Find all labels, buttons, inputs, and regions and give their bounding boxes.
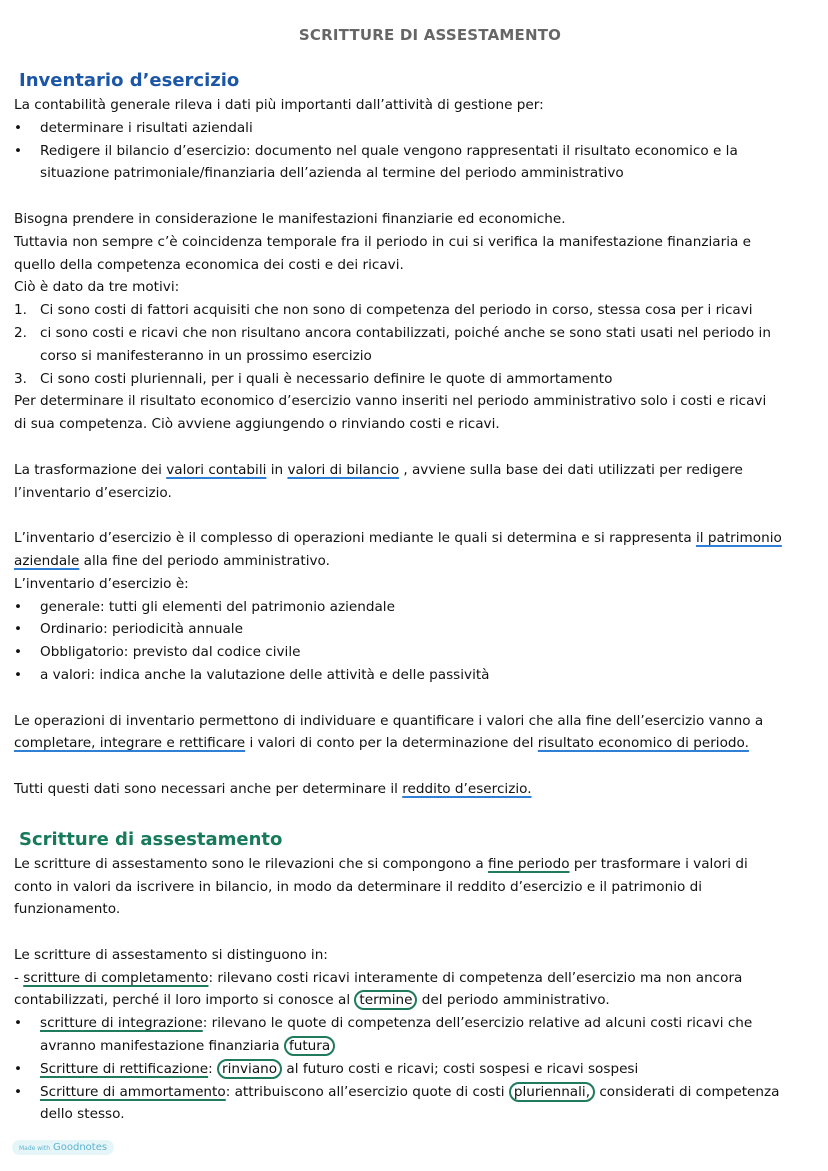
underlined-text: il patrimonio <box>696 530 782 547</box>
underlined-text: valori di bilancio <box>287 461 400 478</box>
page-title: SCRITTURE DI ASSESTAMENTO <box>298 26 562 44</box>
text-segment: Le scritture di assestamento sono le rilevazioni che si compongono a <box>14 855 489 872</box>
text-segment: del periodo amministrativo. <box>417 992 610 1009</box>
text-segment: funzionamento. <box>14 901 121 918</box>
text-line <box>14 162 824 185</box>
text-line <box>14 778 824 801</box>
text-line <box>14 550 824 573</box>
section-heading: Inventario d’esercizio <box>19 70 240 91</box>
bullet-marker: • <box>14 1015 23 1032</box>
text-segment: corso si manifesteranno in un prossimo esercizio <box>40 347 372 364</box>
list-item <box>14 1012 824 1035</box>
text-segment: Ciò è dato da tre motivi: <box>14 279 180 296</box>
text-segment: per trasformare i valori di <box>569 855 748 872</box>
text-segment: : rilevano costi ricavi interamente di competenza dell’esercizio ma non ancora <box>208 969 743 986</box>
list-item <box>14 596 824 619</box>
underlined-text: Scritture di rettificazione <box>40 1060 209 1077</box>
text-segment: Ci sono costi di fattori acquisiti che non sono di competenza del periodo in corso, stessa cosa per i ricavi <box>40 302 753 319</box>
text-segment: Obbligatorio: previsto dal codice civile <box>40 644 301 661</box>
underlined-text: scritture di completamento <box>23 969 209 986</box>
number-marker: 3. <box>14 370 27 387</box>
text-line <box>14 482 824 505</box>
underlined-text: scritture di integrazione <box>40 1015 203 1032</box>
text-segment: considerati di competenza <box>595 1083 780 1100</box>
text-segment: L’inventario d’esercizio è il complesso di operazioni mediante le quali si determina e si rappresenta <box>14 530 697 547</box>
text-segment: Redigere il bilancio d’esercizio: documento nel quale vengono rappresentati il risultato economico e la <box>40 142 738 159</box>
text-segment: ci sono costi e ricavi che non risultano ancora contabilizzati, poiché anche se sono stati usati nel periodo in <box>40 324 771 341</box>
document-body <box>14 68 824 1126</box>
text-segment: situazione patrimoniale/finanziaria dell’azienda al termine del periodo amministrativo <box>40 165 624 182</box>
text-segment: Tuttavia non sempre c’è coincidenza temporale fra il periodo in cui si verifica la manifestazione finanziaria e <box>14 233 751 250</box>
bullet-marker: • <box>14 1083 23 1100</box>
text-line <box>14 345 824 368</box>
text-line <box>14 898 824 921</box>
text-segment: determinare i risultati aziendali <box>40 119 253 136</box>
text-segment: Tutti questi dati sono necessari anche per determinare il <box>14 780 403 797</box>
list-item <box>14 1081 824 1104</box>
paragraph <box>14 778 824 801</box>
text-segment: Bisogna prendere in considerazione le manifestazioni finanziarie ed economiche. <box>14 210 566 227</box>
list-item <box>14 322 824 345</box>
text-segment: quello della competenza economica dei costi e dei ricavi. <box>14 256 404 273</box>
text-line <box>14 1035 824 1058</box>
text-segment: Per determinare il risultato economico d’esercizio vanno inseriti nel periodo amministrativo solo i costi e ricavi <box>14 393 767 410</box>
text-segment: - <box>14 969 24 986</box>
text-segment: dello stesso. <box>40 1106 125 1123</box>
text-segment: La contabilità generale rileva i dati più importanti dall’attività di gestione per: <box>14 97 544 113</box>
text-segment: , avviene sulla base dei dati utilizzati per redigere <box>399 461 743 478</box>
underlined-text: risultato economico di periodo. <box>537 735 749 752</box>
list-item <box>14 641 824 664</box>
text-line <box>14 254 824 277</box>
paragraph <box>14 208 824 436</box>
badge-brand: Goodnotes <box>53 1142 108 1153</box>
text-segment: : <box>208 1060 218 1077</box>
text-segment: di sua competenza. Ciò avviene aggiungendo o rinviando costi e ricavi. <box>14 416 500 433</box>
list-item <box>14 1058 824 1081</box>
badge-prefix: Made with <box>19 1145 50 1152</box>
text-line <box>14 527 824 550</box>
underlined-text: completare, integrare e rettificare <box>14 735 246 752</box>
text-segment: l’inventario d’esercizio. <box>14 484 172 501</box>
underlined-text: aziendale <box>14 552 80 569</box>
bullet-marker: • <box>14 666 23 683</box>
text-line <box>14 732 824 755</box>
text-segment: al futuro costi e ricavi; costi sospesi e ricavi sospesi <box>282 1060 639 1077</box>
list-item <box>14 117 824 140</box>
paragraph <box>14 710 824 756</box>
text-line <box>14 1103 824 1126</box>
text-line <box>14 94 824 117</box>
bullet-marker: • <box>14 142 23 159</box>
text-segment: conto in valori da iscrivere in bilancio, in modo da determinare il reddito d’esercizio e il patrimonio di <box>14 878 703 895</box>
list-item <box>14 618 824 641</box>
text-line <box>14 390 824 413</box>
section <box>14 827 824 1127</box>
text-segment: : rilevano le quote di competenza dell’esercizio relative ad alcuni costi ricavi che <box>202 1015 753 1032</box>
text-line <box>14 276 824 299</box>
circled-text: termine <box>354 990 417 1010</box>
paragraph <box>14 944 824 1126</box>
underlined-text: fine periodo <box>488 855 570 872</box>
section <box>14 68 824 801</box>
text-segment: avranno manifestazione finanziaria <box>40 1038 284 1055</box>
text-line <box>14 967 824 990</box>
text-segment: : attribuiscono all’esercizio quote di costi <box>225 1083 509 1100</box>
text-line <box>14 876 824 899</box>
underlined-text: valori contabili <box>166 461 267 478</box>
text-segment: Le scritture di assestamento si distinguono in: <box>14 946 328 963</box>
text-segment: Le operazioni di inventario permettono di individuare e quantificare i valori che alla fine dell’esercizio vanno a <box>14 712 764 729</box>
text-segment: Ordinario: periodicità annuale <box>40 621 243 638</box>
text-segment: La trasformazione dei <box>14 461 167 478</box>
text-segment: i valori di conto per la determinazione del <box>245 735 538 752</box>
goodnotes-badge[interactable] <box>12 1140 114 1155</box>
list-item <box>14 140 824 163</box>
text-line <box>14 710 824 733</box>
number-marker: 2. <box>14 324 27 341</box>
bullet-marker: • <box>14 119 23 136</box>
circled-text: pluriennali, <box>509 1082 595 1102</box>
text-line <box>14 853 824 876</box>
circled-text: rinviano <box>217 1059 282 1079</box>
underlined-text: reddito d’esercizio. <box>402 780 532 797</box>
text-line <box>14 413 824 436</box>
text-line <box>14 208 824 231</box>
text-segment: Ci sono costi pluriennali, per i quali è necessario definire le quote di ammortamento <box>40 370 613 387</box>
text-segment: generale: tutti gli elementi del patrimonio aziendale <box>40 598 395 615</box>
text-line <box>14 459 824 482</box>
paragraph <box>14 94 824 185</box>
text-segment: L’inventario d’esercizio è: <box>14 575 189 592</box>
text-segment: alla fine del periodo amministrativo. <box>79 552 330 569</box>
paragraph <box>14 527 824 687</box>
list-item <box>14 299 824 322</box>
text-segment: contabilizzati, perché il loro importo si conosce al <box>14 992 355 1009</box>
bullet-marker: • <box>14 621 23 638</box>
paragraph <box>14 853 824 921</box>
text-segment: in <box>266 461 288 478</box>
bullet-marker: • <box>14 1060 23 1077</box>
bullet-marker: • <box>14 644 23 661</box>
paragraph <box>14 459 824 505</box>
text-segment: a valori: indica anche la valutazione delle attività e delle passività <box>40 666 490 683</box>
text-line <box>14 573 824 596</box>
text-line <box>14 989 824 1012</box>
underlined-text: Scritture di ammortamento <box>40 1083 226 1100</box>
bullet-marker: • <box>14 598 23 615</box>
list-item <box>14 664 824 687</box>
text-line <box>14 231 824 254</box>
section-heading: Scritture di assestamento <box>19 828 283 850</box>
text-line <box>14 944 824 967</box>
circled-text: futura <box>284 1036 335 1056</box>
list-item <box>14 368 824 391</box>
number-marker: 1. <box>14 302 27 319</box>
